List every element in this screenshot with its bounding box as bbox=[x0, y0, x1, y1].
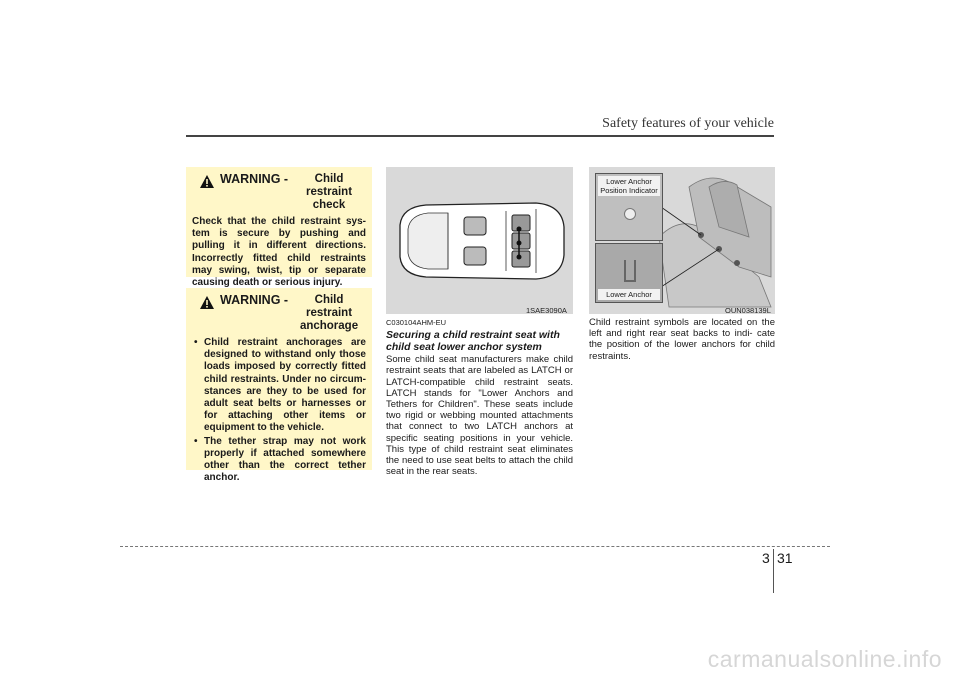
figure-code: OUN038139L bbox=[725, 306, 771, 315]
indicator-symbol-icon bbox=[624, 208, 636, 220]
page-number: 31 bbox=[777, 550, 793, 566]
warning-heading bbox=[192, 173, 366, 212]
warning-box-child-restraint-anchorage bbox=[186, 288, 372, 484]
warning-label: WARNING - bbox=[220, 172, 289, 186]
warning-label: WARNING - bbox=[220, 293, 289, 307]
warning-box-child-restraint-check bbox=[186, 167, 372, 289]
warning-triangle-icon bbox=[200, 175, 214, 188]
chapter-number: 3 bbox=[762, 550, 770, 566]
watermark: carmanualsonline.info bbox=[707, 646, 942, 672]
label-lower-anchor-position-indicator: Lower Anchor Position Indicator bbox=[598, 176, 660, 196]
footer-rule bbox=[120, 546, 830, 547]
section-code: C030104AHM-EU bbox=[386, 318, 447, 327]
warning-list-item: • Child restraint anchorages are designed to withstand only those loads imposed by correctly fitted child restraints. Under no circum- stances are they to be used for adult seat belts or harnesses or for attaching other items or equipment to the vehicle. bbox=[192, 337, 366, 435]
warning-triangle-icon bbox=[200, 296, 214, 309]
figure-car-top-view bbox=[386, 167, 573, 314]
label-lower-anchor: Lower Anchor bbox=[598, 289, 660, 300]
anchor-bar-icon bbox=[624, 260, 636, 282]
page-number-divider bbox=[773, 549, 774, 593]
right-column-text: Child restraint symbols are located on the left and right rear seat backs to indi- cate the position of the lower anchors for child restraints. bbox=[589, 317, 775, 362]
figure-rear-seat-anchors bbox=[589, 167, 775, 314]
warning-list bbox=[192, 337, 366, 484]
figure-code: 1SAE3090A bbox=[526, 306, 567, 315]
warning-subject: Child restraint check bbox=[306, 173, 353, 211]
header-rule bbox=[186, 135, 774, 137]
section-heading: Securing a child restraint seat with child seat lower anchor system bbox=[386, 329, 560, 353]
section-body: Some child seat manufacturers make child restraint seats that are labeled as LATCH or LATCH-compatible child restraint seats. LATCH stands for "Lower Anchors and Tethers for Children". These seats include two rigid or webbing mounted attachments that connect to two LATCH anchors at specific seating positions in your vehicle. This type of child restraint seat eliminates the need to use seat belts to attach the child seat in the rear seats. bbox=[386, 354, 573, 478]
section-lower-anchor-system bbox=[386, 317, 573, 477]
warning-text: Check that the child restraint sys- tem is secure by pushing and pulling it in different directions. Incorrectly fitted child restraints may swing, twist, tip or separate causing death or serious injury. bbox=[192, 216, 366, 289]
warning-subject: Child restraint anchorage bbox=[299, 294, 359, 332]
car-top-view-illustration bbox=[386, 167, 573, 314]
warning-heading bbox=[192, 294, 366, 333]
warning-list-item: • The tether strap may not work properly if attached somewhere other than the correct tether anchor. bbox=[192, 436, 366, 485]
page-header-title: Safety features of your vehicle bbox=[602, 116, 774, 131]
